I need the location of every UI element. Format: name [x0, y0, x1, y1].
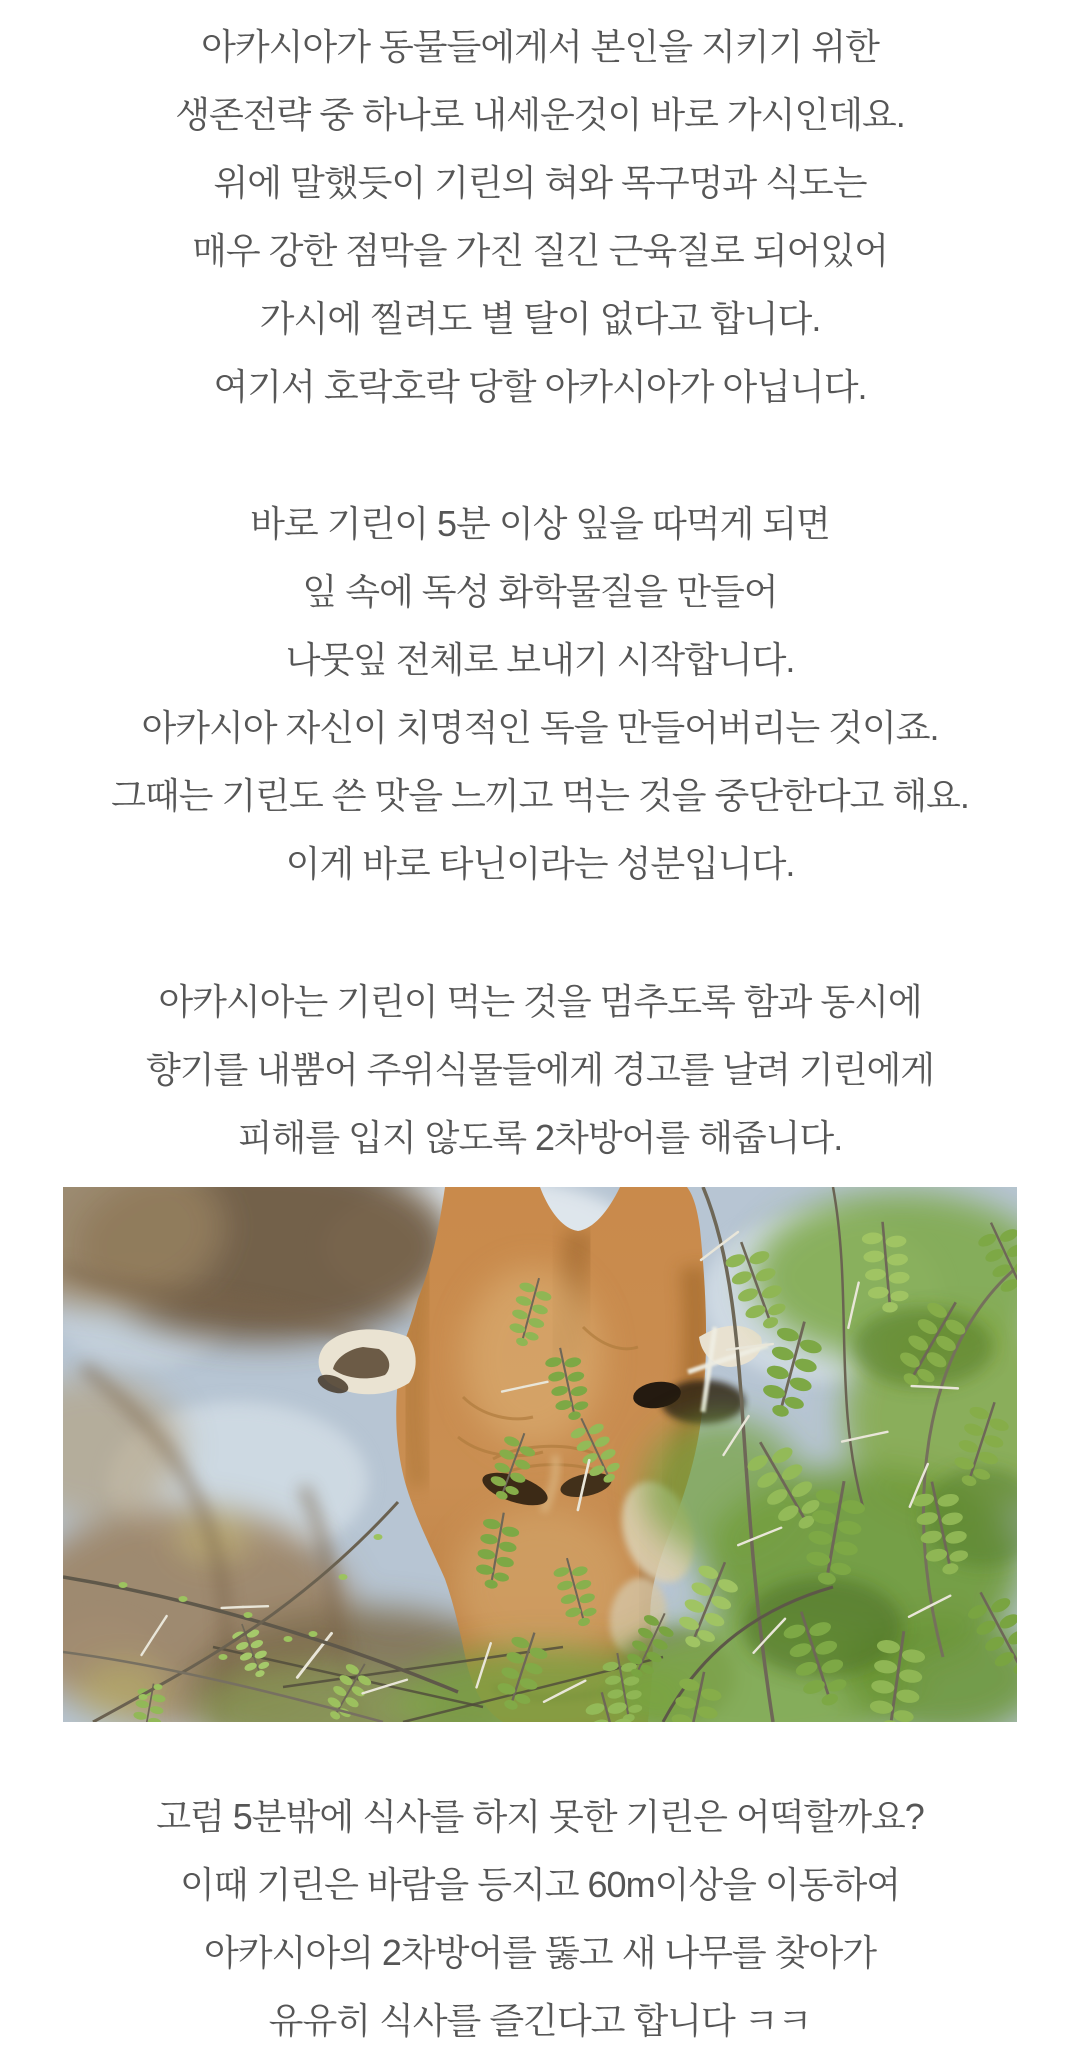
- text-line: 가시에 찔려도 별 탈이 없다고 합니다.: [259, 298, 821, 339]
- paragraph-2: [0, 490, 1080, 898]
- text-line: 위에 말했듯이 기린의 혀와 목구멍과 식도는: [213, 162, 867, 203]
- text-line: 아카시아의 2차방어를 뚫고 새 나무를 찾아가: [204, 1932, 876, 1973]
- text-line: 아카시아 자신이 치명적인 독을 만들어버리는 것이죠.: [141, 707, 939, 748]
- text-line: 나뭇잎 전체로 보내기 시작합니다.: [285, 639, 795, 680]
- paragraph-4: [0, 1783, 1080, 2051]
- text-line: 이때 기린은 바람을 등지고 60m이상을 이동하여: [179, 1864, 900, 1905]
- text-line: 이게 바로 타닌이라는 성분입니다.: [285, 843, 795, 884]
- text-line: 잎 속에 독성 화학물질을 만들어: [302, 571, 778, 612]
- text-line: 향기를 내뿜어 주위식물들에게 경고를 날려 기린에게: [145, 1049, 935, 1090]
- paragraph-1: [0, 13, 1080, 421]
- text-line: 그때는 기린도 쓴 맛을 느끼고 먹는 것을 중단한다고 해요.: [111, 775, 969, 816]
- text-line: 아카시아는 기린이 먹는 것을 멈추도록 함과 동시에: [158, 981, 922, 1022]
- paragraph-3: [0, 968, 1080, 1172]
- text-line: 피해를 입지 않도록 2차방어를 해줍니다.: [237, 1117, 843, 1158]
- text-line: 여기서 호락호락 당할 아카시아가 아닙니다.: [213, 366, 867, 407]
- text-line: 고럼 5분밖에 식사를 하지 못한 기린은 어떡할까요?: [156, 1796, 924, 1837]
- giraffe-photo-illustration: [63, 1187, 1017, 1722]
- text-line: 유유히 식사를 즐긴다고 합니다 ㅋㅋ: [268, 2000, 812, 2041]
- text-line: 바로 기린이 5분 이상 잎을 따먹게 되면: [250, 503, 830, 544]
- text-line: 생존전략 중 하나로 내세운것이 바로 가시인데요.: [175, 94, 905, 135]
- text-line: 매우 강한 점막을 가진 질긴 근육질로 되어있어: [192, 230, 888, 271]
- text-line: 아카시아가 동물들에게서 본인을 지키기 위한: [201, 26, 879, 67]
- giraffe-photo: [63, 1187, 1017, 1722]
